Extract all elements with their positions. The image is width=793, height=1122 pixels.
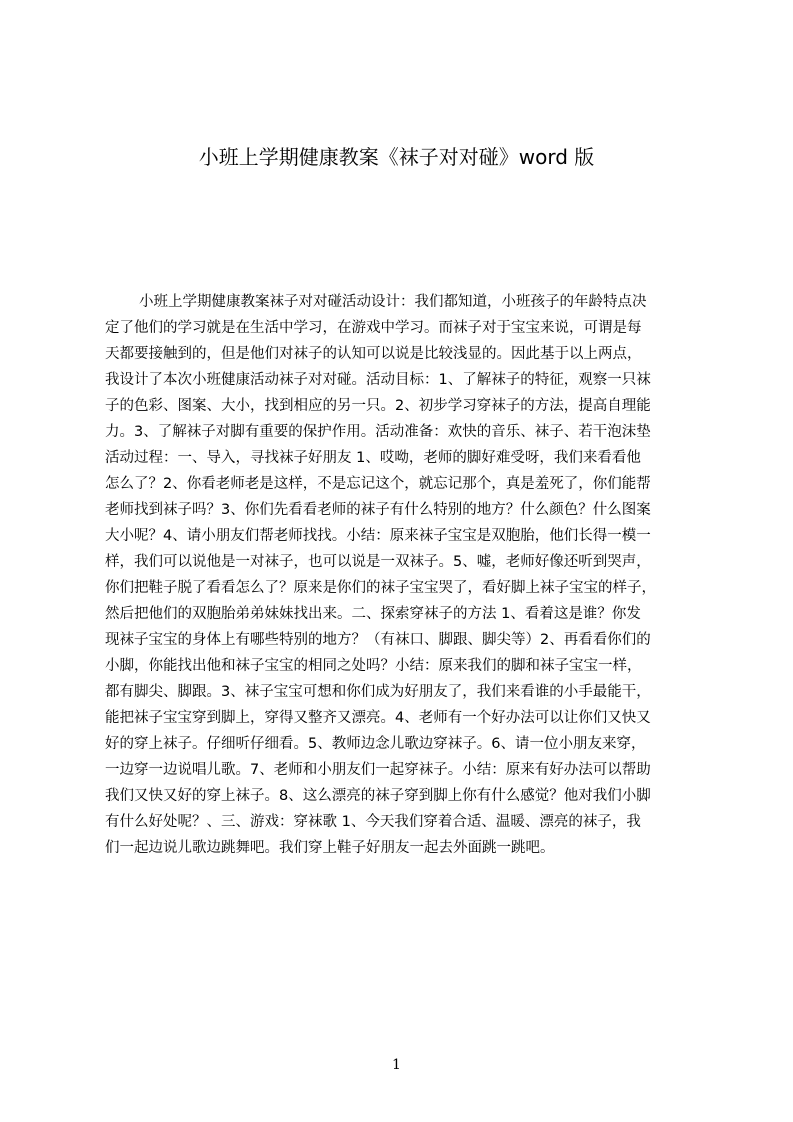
text-line: 小班上学期健康教案袜子对对碰活动设计：我们都知道，小班孩子的年龄特点决 — [139, 294, 647, 310]
text-line: 都有脚尖、脚跟。3、袜子宝宝可想和你们成为好朋友了，我们来看谁的小手最能干， — [105, 684, 651, 700]
text-line: 能把袜子宝宝穿到脚上，穿得又整齐又漂亮。4、老师有一个好办法可以让你们又快又 — [105, 710, 651, 726]
text-line: 子的色彩、图案、大小，找到相应的另一只。2、初步学习穿袜子的方法，提高自理能 — [105, 398, 651, 414]
text-line: 定了他们的学习就是在生活中学习，在游戏中学习。而袜子对于宝宝来说，可谓是每 — [105, 320, 642, 336]
text-line: 怎么了？2、你看老师老是这样，不是忘记这个，就忘记那个，真是羞死了，你们能帮 — [105, 476, 651, 492]
text-line: 样，我们可以说他是一对袜子，也可以说是一双袜子。5、嘘，老师好像还听到哭声， — [105, 554, 651, 570]
text-line: 我们又快又好的穿上袜子。8、这么漂亮的袜子穿到脚上你有什么感觉？他对我们小脚 — [105, 788, 651, 804]
text-line: 有什么好处呢？、三、游戏：穿袜歌 1、今天我们穿着合适、温暖、漂亮的袜子，我 — [105, 814, 641, 830]
text-line: 活动过程：一、导入，寻找袜子好朋友 1、哎呦，老师的脚好难受呀，我们来看看他 — [105, 450, 641, 466]
text-line: 大小呢？4、请小朋友们帮老师找找。小结：原来袜子宝宝是双胞胎，他们长得一模一 — [105, 528, 651, 544]
text-line: 好的穿上袜子。仔细听仔细看。5、教师边念儿歌边穿袜子。6、请一位小朋友来穿， — [105, 736, 646, 752]
text-line: 老师找到袜子吗？3、你们先看看老师的袜子有什么特别的地方？什么颜色？什么图案 — [105, 502, 651, 518]
text-line: 小脚，你能找出他和袜子宝宝的相同之处吗？小结：原来我们的脚和袜子宝宝一样， — [105, 658, 642, 674]
text-line: 我设计了本次小班健康活动袜子对对碰。活动目标：1、了解袜子的特征，观察一只袜 — [105, 372, 651, 388]
text-line: 天都要接触到的，但是他们对袜子的认知可以说是比较浅显的。因此基于以上两点， — [105, 346, 642, 362]
document-title: 小班上学期健康教案《袜子对对碰》word 版 — [198, 145, 595, 169]
text-line: 力。3、了解袜子对脚有重要的保护作用。活动准备：欢快的音乐、袜子、若干泡沫垫 — [105, 424, 651, 440]
text-line: 们一起边说儿歌边跳舞吧。我们穿上鞋子好朋友一起去外面跳一跳吧。 — [105, 840, 555, 856]
text-line: 你们把鞋子脱了看看怎么了？原来是你们的袜子宝宝哭了，看好脚上袜子宝宝的样子， — [105, 580, 656, 596]
page-number: 1 — [392, 1057, 401, 1073]
text-line: 然后把他们的双胞胎弟弟妹妹找出来。二、探索穿袜子的方法 1、看着这是谁？你发 — [105, 606, 641, 622]
text-line: 一边穿一边说唱儿歌。7、老师和小朋友们一起穿袜子。小结：原来有好办法可以帮助 — [105, 762, 651, 778]
text-line: 现袜子宝宝的身体上有哪些特别的地方？（有袜口、脚跟、脚尖等）2、再看看你们的 — [105, 632, 651, 648]
body-paragraph — [105, 289, 698, 861]
